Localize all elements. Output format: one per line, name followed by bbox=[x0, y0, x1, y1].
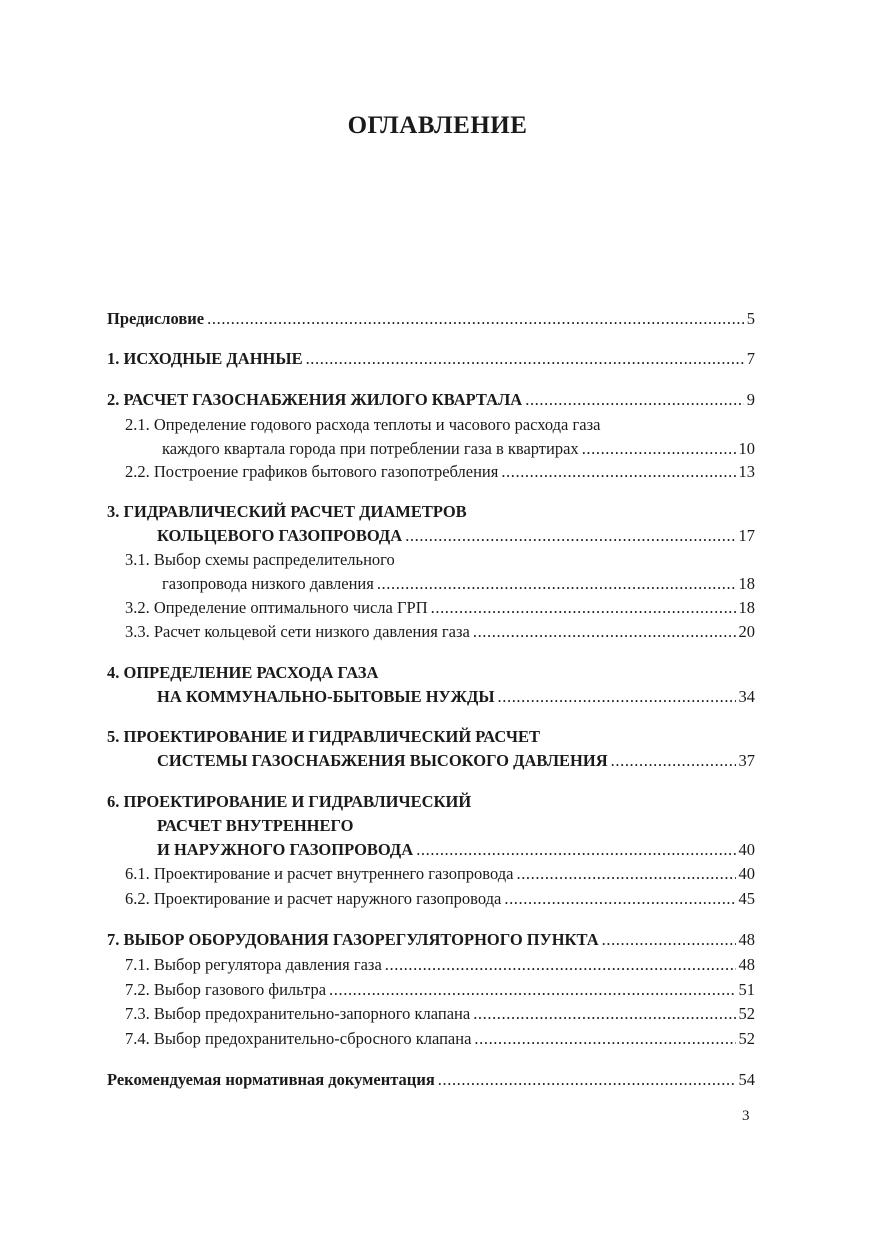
toc-entry-section-2-2[interactable] bbox=[107, 461, 755, 485]
page-number: 5 bbox=[746, 309, 755, 328]
toc-entry-chapter-2[interactable] bbox=[107, 389, 755, 413]
toc-label-line-2: НА КОММУНАЛЬНО-БЫТОВЫЕ НУЖДЫ bbox=[157, 687, 495, 706]
leader-dots bbox=[498, 686, 736, 708]
toc-entry-section-2-1[interactable] bbox=[107, 414, 755, 462]
toc-label-line-1: 2.1. Определение годового расхода теплоты и часового расхода газа bbox=[125, 415, 601, 434]
toc-label-line-2: КОЛЬЦЕВОГО ГАЗОПРОВОДА bbox=[157, 526, 403, 545]
leader-dots bbox=[473, 1003, 735, 1025]
toc-entry-chapter-1[interactable] bbox=[107, 348, 755, 372]
toc-label: 3.2. Определение оптимального числа ГРП bbox=[125, 598, 428, 617]
page-number: 45 bbox=[738, 889, 755, 908]
toc-label-line-2: СИСТЕМЫ ГАЗОСНАБЖЕНИЯ ВЫСОКОГО ДАВЛЕНИЯ bbox=[157, 751, 608, 770]
page-number: 10 bbox=[738, 439, 755, 458]
toc-label-line-3: И НАРУЖНОГО ГАЗОПРОВОДА bbox=[157, 840, 414, 859]
toc-entry-section-3-3[interactable] bbox=[107, 621, 755, 645]
toc-label-line-1: 4. ОПРЕДЕЛЕНИЕ РАСХОДА ГАЗА bbox=[107, 663, 379, 682]
toc-label: 1. ИСХОДНЫЕ ДАННЫЕ bbox=[107, 349, 303, 368]
page-number: 40 bbox=[738, 840, 755, 859]
leader-dots bbox=[306, 348, 744, 370]
toc-label-line-2: каждого квартала города при потреблении газа в квартирах bbox=[162, 439, 579, 458]
toc-label-line-1: 6. ПРОЕКТИРОВАНИЕ И ГИДРАВЛИЧЕСКИЙ bbox=[107, 792, 472, 811]
toc-label: 2. РАСЧЕТ ГАЗОСНАБЖЕНИЯ ЖИЛОГО КВАРТАЛА bbox=[107, 390, 523, 409]
toc-label: 7.4. Выбор предохранительно-сбросного клапана bbox=[125, 1029, 472, 1048]
toc-entry-chapter-5[interactable] bbox=[107, 726, 755, 774]
toc-label-line-2: РАСЧЕТ ВНУТРЕННЕГО bbox=[157, 816, 354, 835]
leader-dots bbox=[377, 573, 736, 595]
leader-dots bbox=[474, 1028, 735, 1050]
toc-entry-chapter-4[interactable] bbox=[107, 662, 755, 710]
leader-dots bbox=[405, 525, 735, 547]
toc-label: 6.2. Проектирование и расчет наружного газопровода bbox=[125, 889, 502, 908]
leader-dots bbox=[611, 750, 736, 772]
page-number: 52 bbox=[738, 1004, 755, 1023]
page-number: 17 bbox=[738, 526, 755, 545]
toc-label: Предисловие bbox=[107, 309, 205, 328]
page-number: 20 bbox=[738, 622, 755, 641]
page-number: 54 bbox=[738, 1070, 755, 1089]
toc-entry-section-3-1[interactable] bbox=[107, 549, 755, 597]
toc-label-line-1: 3.1. Выбор схемы распределительного bbox=[125, 550, 395, 569]
page-number: 13 bbox=[738, 462, 755, 481]
toc-entry-section-7-1[interactable] bbox=[107, 954, 755, 978]
toc-entry-preface[interactable] bbox=[107, 308, 755, 332]
page-folio: 3 bbox=[742, 1108, 750, 1124]
page-number: 52 bbox=[738, 1029, 755, 1048]
toc-entry-chapter-3[interactable] bbox=[107, 501, 755, 549]
page-number: 18 bbox=[738, 598, 755, 617]
toc-label: 7.3. Выбор предохранительно-запорного клапана bbox=[125, 1004, 471, 1023]
page-number: 40 bbox=[738, 864, 755, 883]
page-title: ОГЛАВЛЕНИЕ bbox=[347, 112, 528, 139]
toc-entry-section-7-2[interactable] bbox=[107, 979, 755, 1003]
leader-dots bbox=[525, 389, 744, 411]
toc-entry-section-6-2[interactable] bbox=[107, 888, 755, 912]
leader-dots bbox=[438, 1069, 736, 1091]
leader-dots bbox=[385, 954, 736, 976]
leader-dots bbox=[501, 461, 735, 483]
leader-dots bbox=[602, 929, 736, 951]
toc-label-line-1: 3. ГИДРАВЛИЧЕСКИЙ РАСЧЕТ ДИАМЕТРОВ bbox=[107, 502, 467, 521]
toc-label-line-1: 5. ПРОЕКТИРОВАНИЕ И ГИДРАВЛИЧЕСКИЙ РАСЧЕТ bbox=[107, 727, 540, 746]
page-number: 48 bbox=[738, 955, 755, 974]
leader-dots bbox=[516, 863, 735, 885]
page-number: 18 bbox=[738, 574, 755, 593]
page-number: 51 bbox=[738, 980, 755, 999]
toc-entry-section-6-1[interactable] bbox=[107, 863, 755, 887]
leader-dots bbox=[431, 597, 736, 619]
toc-entry-chapter-7[interactable] bbox=[107, 929, 755, 953]
toc-label-line-2: газопровода низкого давления bbox=[162, 574, 374, 593]
toc-label: 6.1. Проектирование и расчет внутреннего газопровода bbox=[125, 864, 514, 883]
leader-dots bbox=[582, 438, 736, 460]
toc-entry-section-7-3[interactable] bbox=[107, 1003, 755, 1027]
leader-dots bbox=[416, 839, 735, 861]
toc-entry-section-7-4[interactable] bbox=[107, 1028, 755, 1052]
toc-label: Рекомендуемая нормативная документация bbox=[107, 1070, 435, 1089]
toc-label: 7.2. Выбор газового фильтра bbox=[125, 980, 327, 999]
leader-dots bbox=[504, 888, 735, 910]
page-number: 7 bbox=[746, 349, 755, 368]
toc-label: 3.3. Расчет кольцевой сети низкого давления газа bbox=[125, 622, 470, 641]
toc-label: 7.1. Выбор регулятора давления газа bbox=[125, 955, 382, 974]
toc-entry-section-3-2[interactable] bbox=[107, 597, 755, 621]
leader-dots bbox=[207, 308, 744, 330]
toc-label: 7. ВЫБОР ОБОРУДОВАНИЯ ГАЗОРЕГУЛЯТОРНОГО ПУНКТА bbox=[107, 930, 599, 949]
toc-entry-references[interactable] bbox=[107, 1069, 755, 1093]
page-number: 48 bbox=[738, 930, 755, 949]
page-number: 37 bbox=[738, 751, 755, 770]
page-number: 9 bbox=[746, 390, 755, 409]
toc-entry-chapter-6[interactable] bbox=[107, 791, 755, 863]
leader-dots bbox=[329, 979, 735, 1001]
page-number: 34 bbox=[738, 687, 755, 706]
toc-label: 2.2. Построение графиков бытового газопотребления bbox=[125, 462, 499, 481]
leader-dots bbox=[473, 621, 736, 643]
